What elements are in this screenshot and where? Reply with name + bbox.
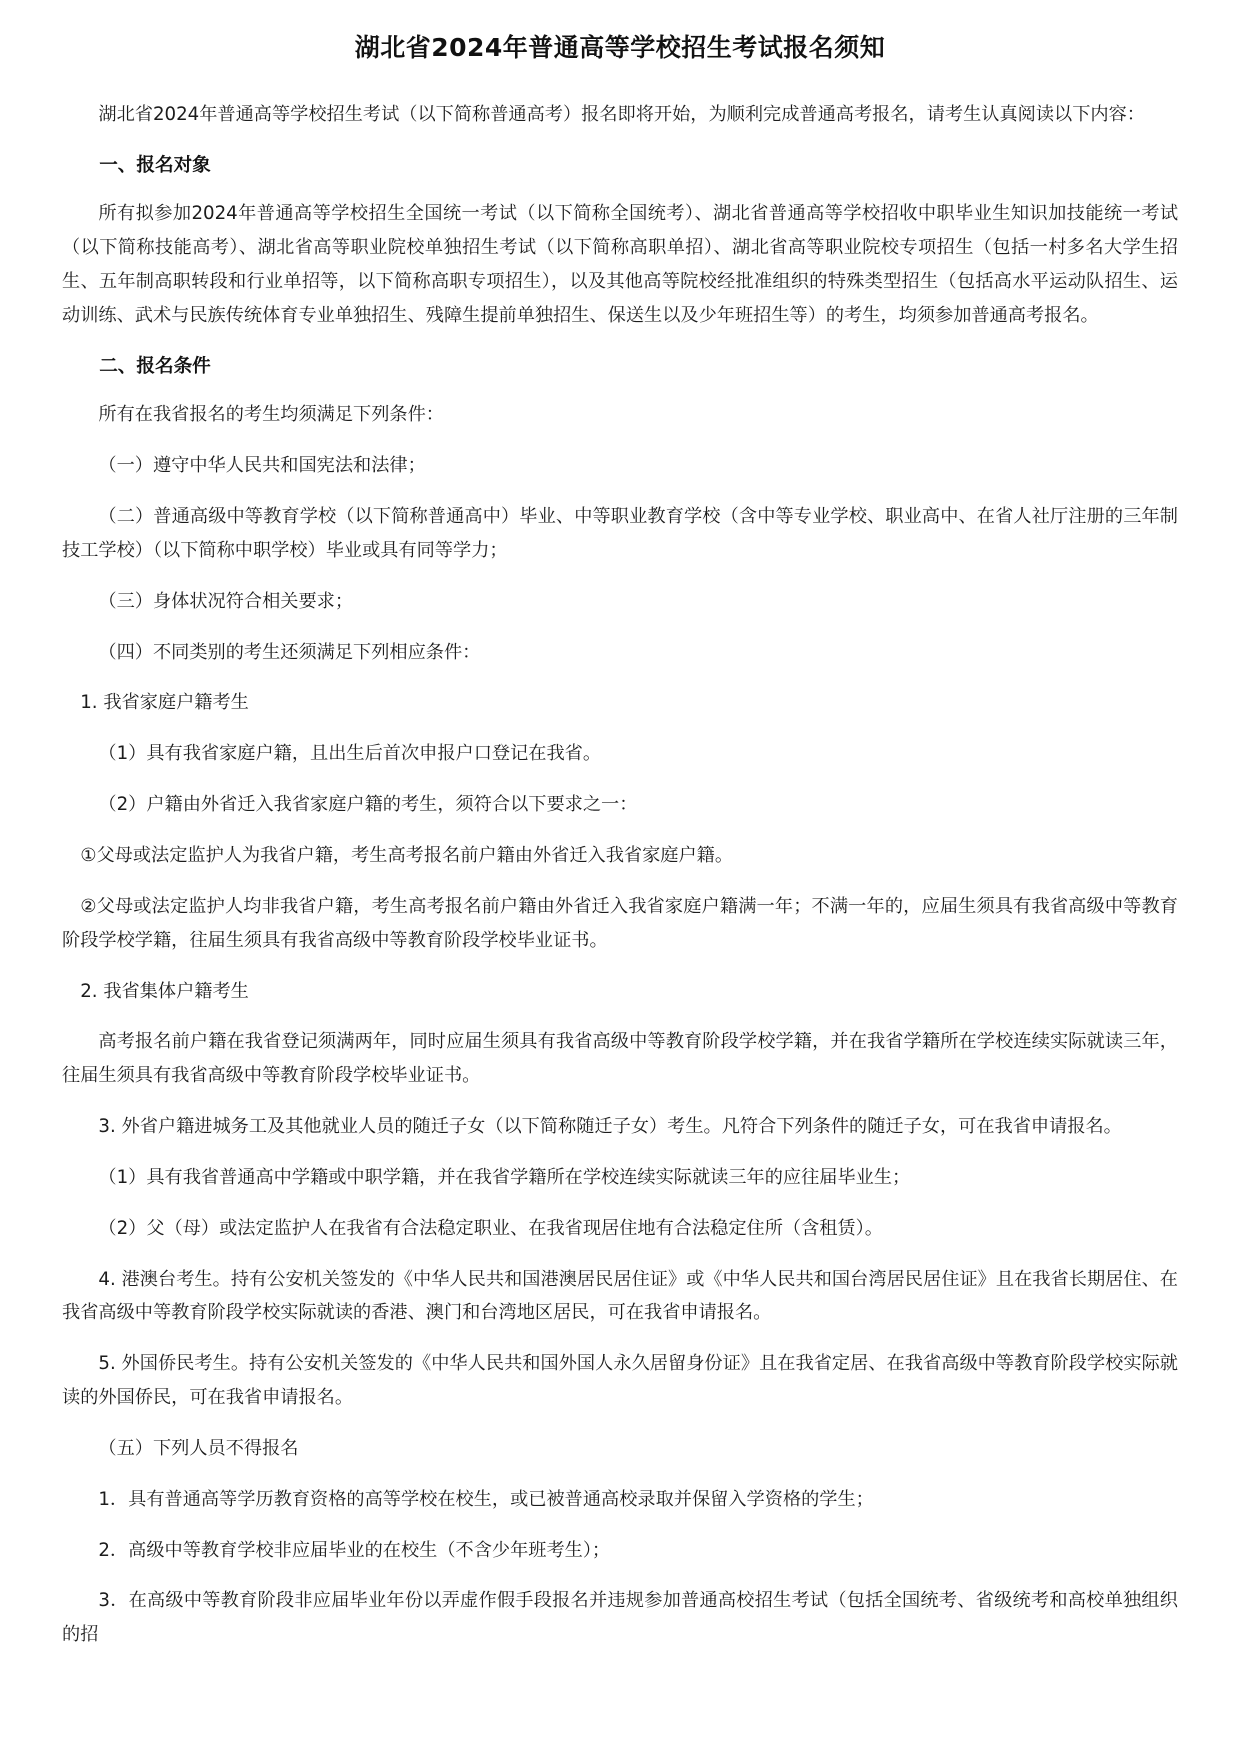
paragraph-2-2: （一）遵守中华人民共和国宪法和法律； bbox=[98, 455, 426, 477]
paragraph-2-13: 3. 外省户籍进城务工及其他就业人员的随迁子女（以下简称随迁子女）考生。凡符合下列条件的随迁子女，可在我省申请报名。 bbox=[98, 1116, 1122, 1138]
paragraph-2-7: （1）具有我省家庭户籍，且出生后首次申报户口登记在我省。 bbox=[98, 743, 602, 765]
paragraph-2-19: 1．具有普通高等学历教育资格的高等学校在校生，或已被普通高校录取并保留入学资格的学生； bbox=[98, 1488, 874, 1510]
paragraph-2-1: 所有在我省报名的考生均须满足下列条件： bbox=[98, 404, 444, 426]
paragraph-2-17: 5. 外国侨民考生。持有公安机关签发的《中华人民共和国外国人永久居留身份证》且在我省定居、在我省高级中等教育阶段学校实际就读的外国侨民，可在我省申请报名。 bbox=[62, 1353, 1178, 1409]
paragraph-2-3: （二）普通高级中等教育学校（以下简称普通高中）毕业、中等职业教育学校（含中等专业学校、职业高中、在省人社厅注册的三年制技工学校）（以下简称中职学校）毕业或具有同等学力； bbox=[62, 506, 1178, 561]
paragraph-2-4: （三）身体状况符合相关要求； bbox=[98, 590, 354, 612]
paragraph-2-16: 4. 港澳台考生。持有公安机关签发的《中华人民共和国港澳居民居住证》或《中华人民共和国台湾居民居住证》且在我省长期居住、在我省高级中等教育阶段学校实际就读的香港、澳门和台湾地区居民，可在我省申请报名。 bbox=[62, 1268, 1178, 1324]
paragraph-2-9: ①父母或法定监护人为我省户籍，考生高考报名前户籍由外省迁入我省家庭户籍。 bbox=[80, 844, 734, 866]
paragraph-2-6: 1. 我省家庭户籍考生 bbox=[80, 692, 249, 714]
paragraph-2-14: （1）具有我省普通高中学籍或中职学籍，并在我省学籍所在学校连续实际就读三年的应往届毕业生； bbox=[98, 1166, 911, 1188]
page-title: 湖北省2024年普通高等学校招生考试报名须知 bbox=[354, 33, 886, 62]
paragraph-2-12: 高考报名前户籍在我省登记须满两年，同时应届生须具有我省高级中等教育阶段学校学籍，并在我省学籍所在学校连续实际就读三年，往届生须具有我省高级中等教育阶段学校毕业证书。 bbox=[62, 1031, 1178, 1087]
paragraph-2-5: （四）不同类别的考生还须满足下列相应条件： bbox=[98, 641, 481, 663]
section-heading-2: 二、报名条件 bbox=[99, 355, 211, 377]
paragraph-2-21: 3．在高级中等教育阶段非应届毕业年份以弄虚作假手段报名并违规参加普通高校招生考试（包括全国统考、省级统考和高校单独组织的招 bbox=[62, 1590, 1178, 1646]
paragraph-2-8: （2）户籍由外省迁入我省家庭户籍的考生，须符合以下要求之一： bbox=[98, 794, 638, 816]
paragraph-2-18: （五）下列人员不得报名 bbox=[98, 1437, 299, 1459]
paragraph-2-10: ②父母或法定监护人均非我省户籍，考生高考报名前户籍由外省迁入我省家庭户籍满一年；不满一年的，应届生须具有我省高级中等教育阶段学校学籍，往届生须具有我省高级中等教育阶段学校毕业证书。 bbox=[62, 895, 1178, 951]
paragraph-2-20: 2．高级中等教育学校非应届毕业的在校生（不含少年班考生）； bbox=[98, 1539, 611, 1561]
paragraph-1-1: 所有拟参加2024年普通高等学校招生全国统一考试（以下简称全国统考）、湖北省普通高等学校招收中职毕业生知识加技能统一考试（以下简称技能高考）、湖北省高等职业院校单独招生考试（以下简称高职单招）、湖北省高等职业院校专项招生（包括一村多名大学生招生、五年制高职转段和行业单招等，以下简称高职专项招生），以及其他高等院校经批准组织的特殊类型招生（包括高水平运动队招生、运动训练、武术与民族传统体育专业单独招生、残障生提前单独招生、保送生以及少年班招生等）的考生，均须参加普通高考报名。 bbox=[62, 203, 1178, 326]
paragraph-2-11: 2. 我省集体户籍考生 bbox=[80, 980, 249, 1002]
paragraph-2-15: （2）父（母）或法定监护人在我省有合法稳定职业、在我省现居住地有合法稳定住所（含租赁）。 bbox=[98, 1217, 883, 1239]
paragraph-intro: 湖北省2024年普通高等学校招生考试（以下简称普通高考）报名即将开始，为顺利完成普通高考报名，请考生认真阅读以下内容： bbox=[98, 104, 1145, 125]
section-heading-1: 一、报名对象 bbox=[99, 154, 211, 176]
